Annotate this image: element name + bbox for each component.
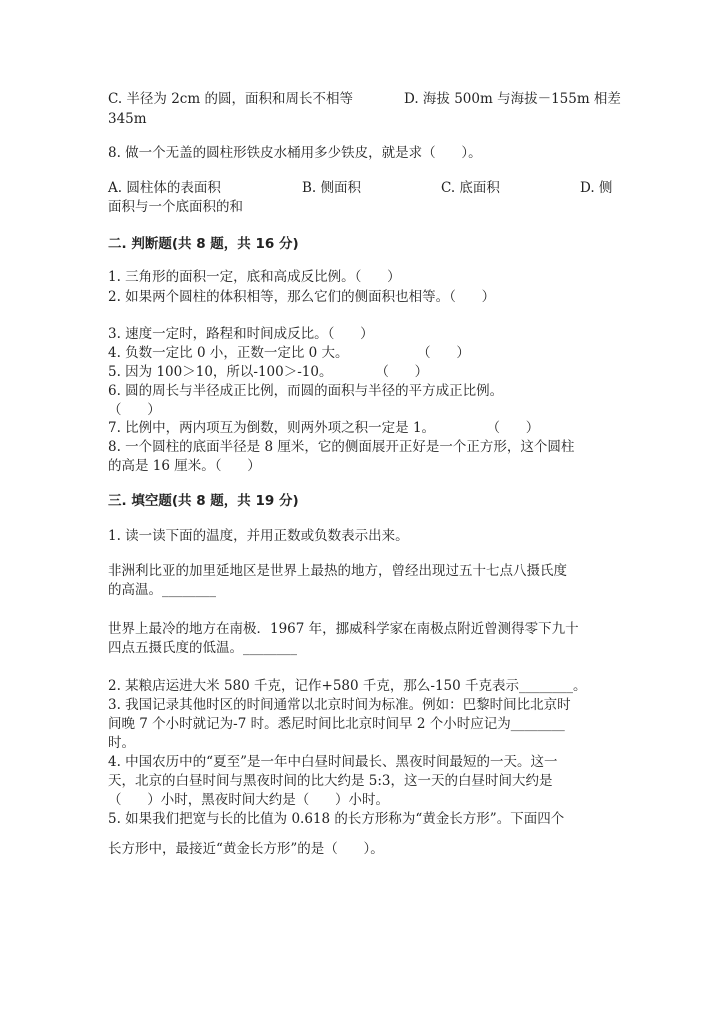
- tf-question-7: 7. 比例中，两内项互为倒数，则两外项之积一定是 1。 （ ）: [108, 420, 540, 436]
- fill-question-1-part-2: 世界上最冷的地方在南极．1967 年，挪威科学家在南极点附近曾测得零下九十: [108, 621, 579, 637]
- section-heading-fill-blank: 三. 填空题(共 8 题，共 19 分): [108, 493, 299, 509]
- fill-question-4-continued: 天，北京的白昼时间与黑夜时间的比大约是 5:3，这一天的白昼时间大约是: [108, 773, 553, 789]
- fill-question-3: 3. 我国记录其他时区的时间通常以北京时间为标准。例如：巴黎时间比北京时: [108, 697, 571, 713]
- q8-option-c: C. 底面积: [441, 180, 500, 196]
- q8-option-d-continued: 面积与一个底面积的和: [108, 199, 243, 215]
- q7-option-c: C. 半径为 2cm 的圆，面积和周长不相等: [108, 91, 353, 107]
- tf-question-8-continued: 的高是 16 厘米。（ ）: [108, 458, 261, 474]
- q8-option-a: A. 圆柱体的表面积: [108, 180, 221, 196]
- tf-question-1: 1. 三角形的面积一定，底和高成反比例。（ ）: [108, 269, 401, 285]
- tf-question-4: 4. 负数一定比 0 小，正数一定比 0 大。 （ ）: [108, 345, 470, 361]
- fill-question-1-part-2-continued: 四点五摄氏度的低温。________: [108, 640, 297, 656]
- fill-question-1-part-1-continued: 的高温。________: [108, 582, 216, 598]
- fill-question-3-continued-2: 时。: [108, 735, 135, 751]
- fill-question-4: 4. 中国农历中的“夏至”是一年中白昼时间最长、黑夜时间最短的一天。这一: [108, 754, 558, 770]
- fill-question-2: 2. 某粮店运进大米 580 千克，记作+580 千克，那么-150 千克表示________。: [108, 678, 587, 694]
- q7-option-d-continued: 345m: [108, 111, 147, 127]
- fill-question-4-continued-2: （ ）小时，黑夜时间大约是（ ）小时。: [108, 792, 389, 808]
- question-8: 8. 做一个无盖的圆柱形铁皮水桶用多少铁皮，就是求（ ）。: [108, 145, 482, 161]
- fill-question-1: 1. 读一读下面的温度，并用正数或负数表示出来。: [108, 528, 409, 544]
- fill-question-1-part-1: 非洲利比亚的加里延地区是世界上最热的地方，曾经出现过五十七点八摄氏度: [108, 563, 567, 579]
- tf-question-5: 5. 因为 100＞10，所以-100＞-10。 （ ）: [108, 364, 429, 380]
- tf-question-3: 3. 速度一定时，路程和时间成反比。（ ）: [108, 326, 374, 342]
- section-heading-true-false: 二. 判断题(共 8 题，共 16 分): [108, 236, 299, 252]
- q8-option-b: B. 侧面积: [302, 180, 362, 196]
- fill-question-5-continued: 长方形中，最接近“黄金长方形”的是（ ）。: [108, 841, 384, 857]
- tf-question-6: 6. 圆的周长与半径成正比例，而圆的面积与半径的平方成正比例。: [108, 383, 504, 399]
- fill-question-3-continued: 间晚 7 个小时就记为-7 时。悉尼时间比北京时间早 2 个小时应记为________: [108, 716, 565, 732]
- q7-option-d: D. 海拔 500m 与海拔－155m 相差: [404, 91, 621, 107]
- fill-question-5: 5. 如果我们把宽与长的比值为 0.618 的长方形称为“黄金长方形”。下面四个: [108, 811, 565, 827]
- tf-question-6-answer: （ ）: [108, 402, 161, 418]
- tf-question-8: 8. 一个圆柱的底面半径是 8 厘米，它的侧面展开正好是一个正方形，这个圆柱: [108, 439, 575, 455]
- tf-question-2: 2. 如果两个圆柱的体积相等，那么它们的侧面积也相等。（ ）: [108, 289, 496, 305]
- q8-option-d: D. 侧: [580, 180, 613, 196]
